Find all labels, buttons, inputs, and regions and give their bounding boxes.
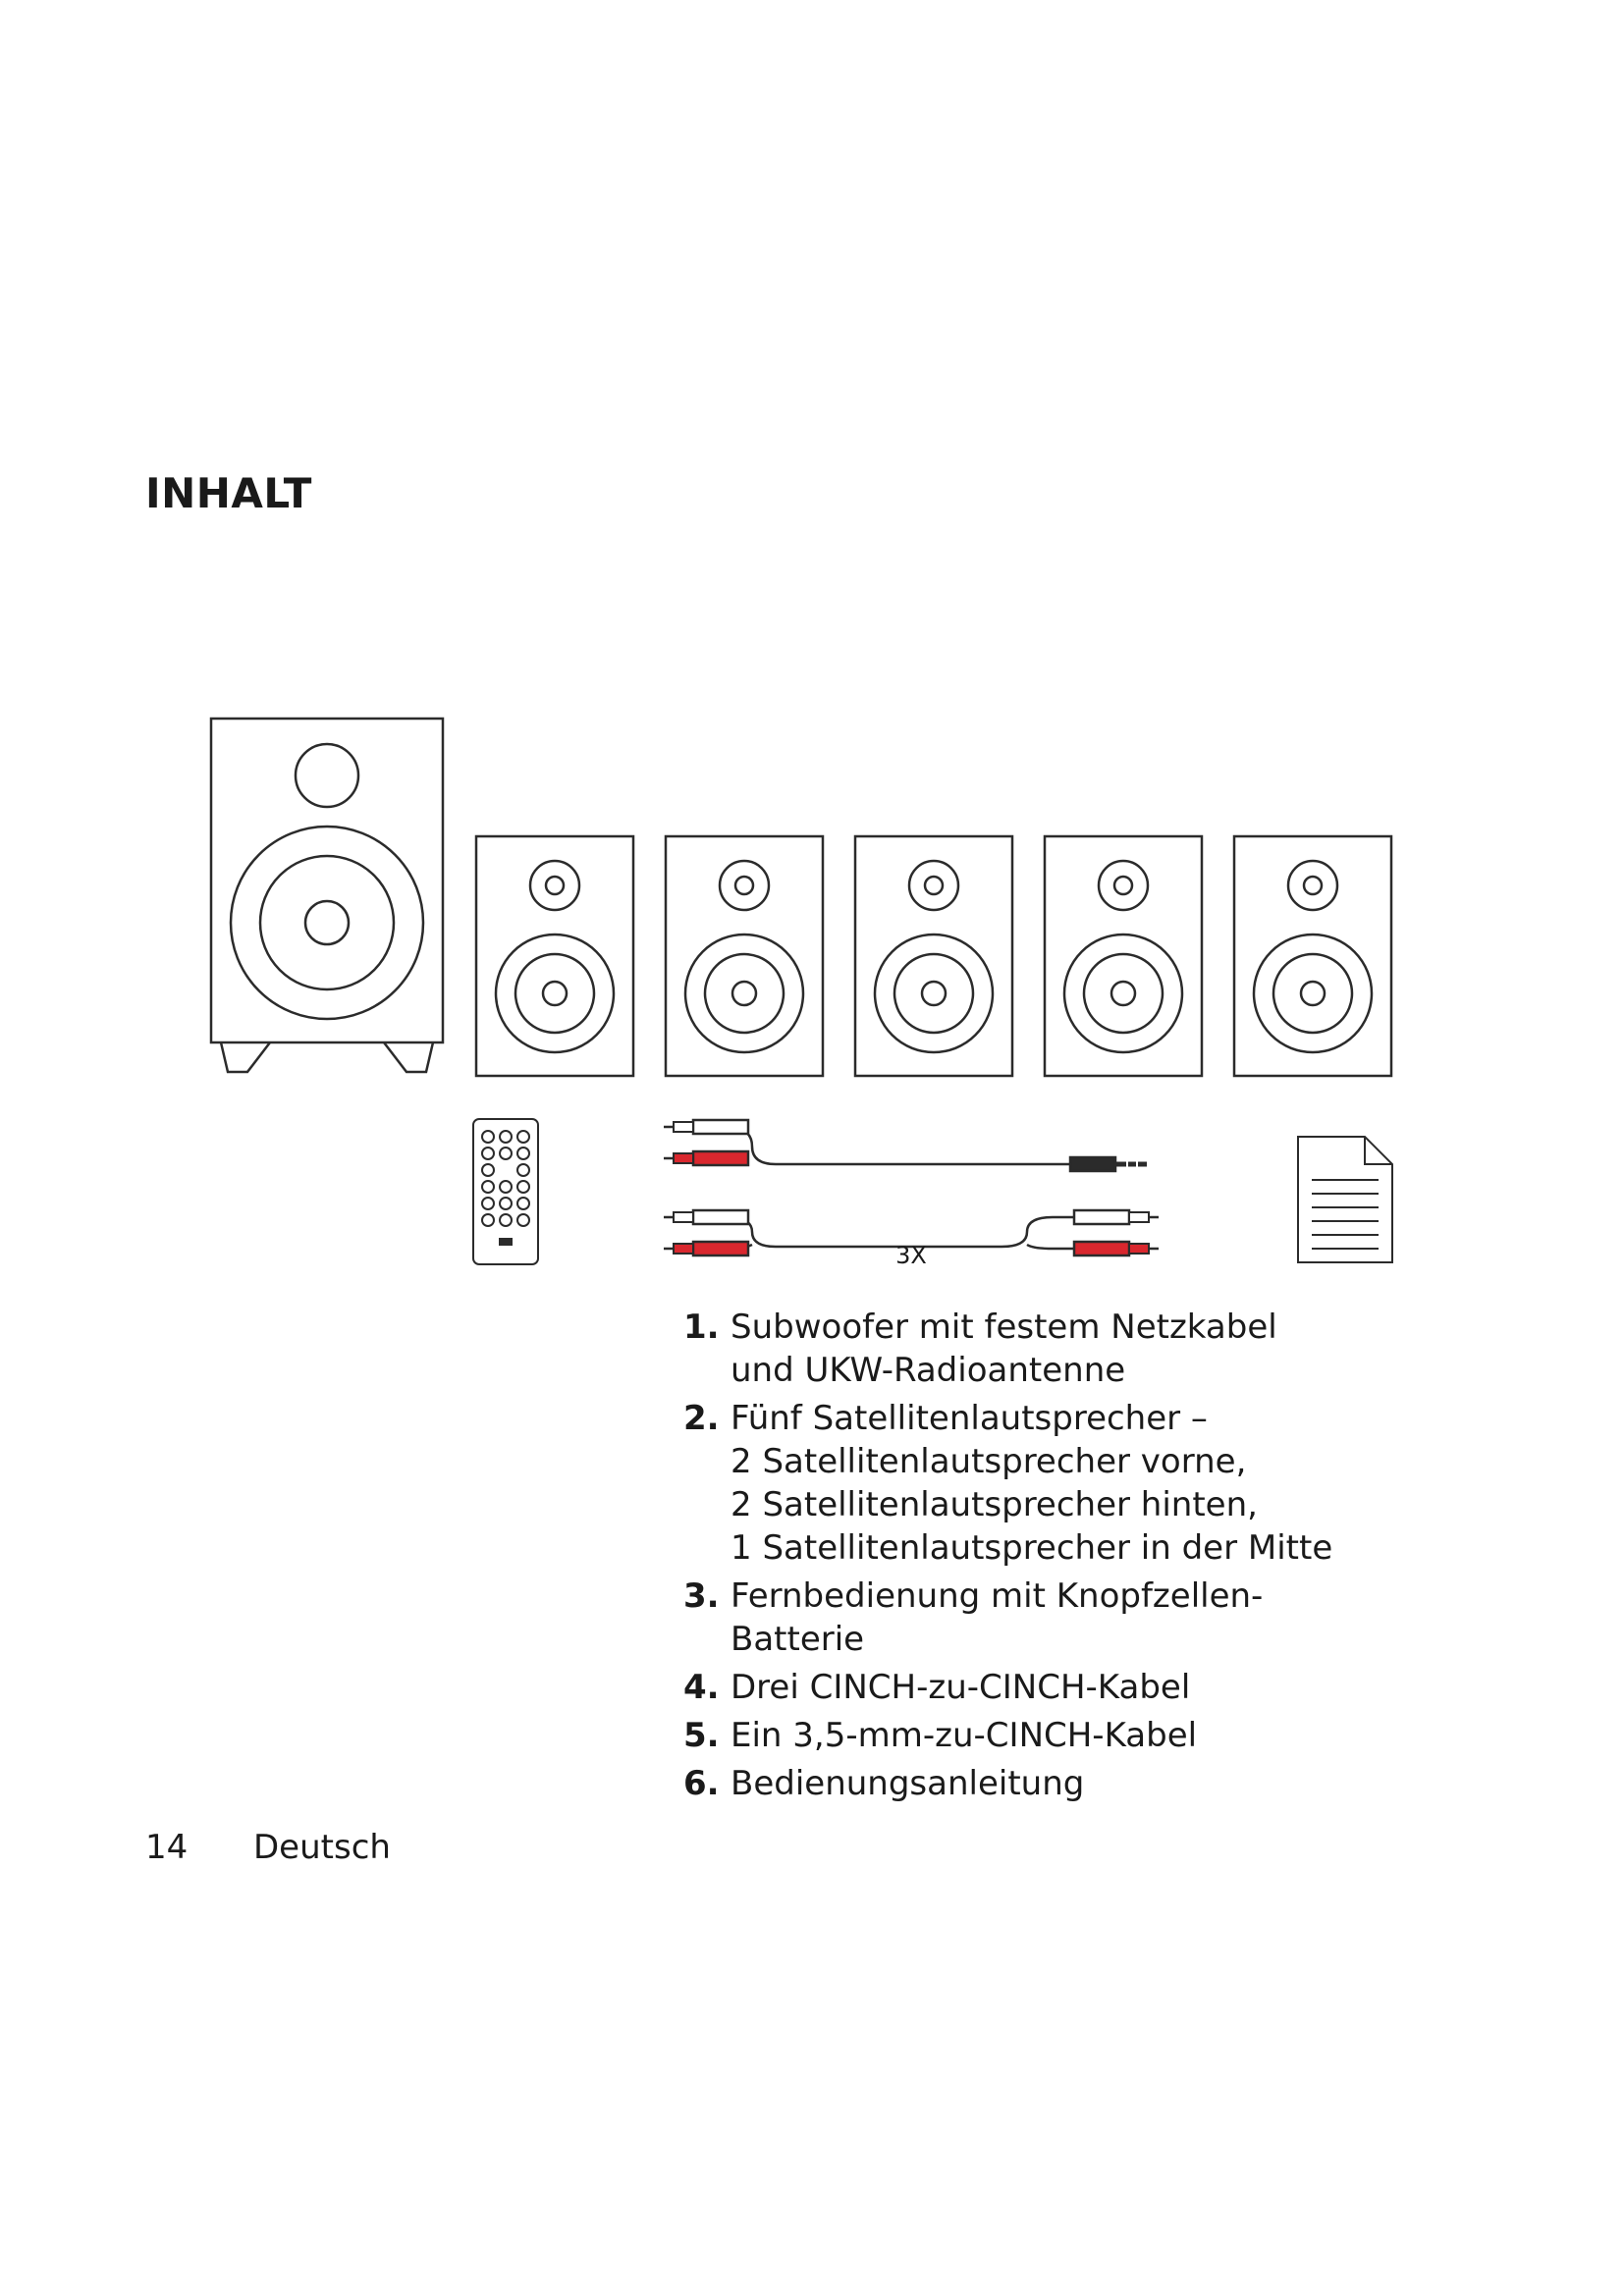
item-text: Ein 3,5-mm-zu-CINCH-Kabel [731,1716,1198,1755]
list-item [683,1666,1332,1709]
satellite-speaker-icon [666,836,823,1076]
cable-quantity-label: 3X [895,1242,927,1269]
item-text: Fernbedienung mit Knopfzellen- Batterie [731,1576,1264,1659]
remote-control-icon [473,1119,538,1264]
satellite-speaker-icon [1234,836,1391,1076]
list-item [683,1575,1332,1661]
satellite-speaker-icon [476,836,633,1076]
footer-language: Deutsch [253,1828,391,1867]
page-footer [145,1828,391,1867]
item-number: 6. [683,1764,720,1803]
manual-document-icon [1298,1137,1392,1262]
package-contents-illustration [196,707,1414,1276]
list-item [683,1397,1332,1570]
list-item [683,1714,1332,1757]
list-item [683,1306,1332,1392]
item-number: 1. [683,1308,720,1347]
section-heading: INHALT [145,469,312,517]
rca-to-3.5mm-cable-icon [664,1120,1147,1171]
satellite-speaker-icon [855,836,1012,1076]
item-text: Drei CINCH-zu-CINCH-Kabel [731,1668,1191,1707]
item-number: 2. [683,1399,720,1438]
item-number: 3. [683,1576,720,1616]
parts-list [683,1306,1332,1810]
rca-to-rca-cable-icon [664,1210,1159,1269]
list-item [683,1762,1332,1805]
item-text: Fünf Satellitenlautsprecher – 2 Satellitenlautsprecher vorne, 2 Satellitenlautsprecher hinten, 1 Satellitenlautsprecher in der Mitte [731,1399,1333,1568]
satellite-speaker-icon [1045,836,1202,1076]
item-number: 5. [683,1716,720,1755]
page-number: 14 [145,1828,189,1867]
item-text: Bedienungsanleitung [731,1764,1085,1803]
item-number: 4. [683,1668,720,1707]
item-text: Subwoofer mit festem Netzkabel und UKW-Radioantenne [731,1308,1277,1390]
subwoofer-icon [211,719,443,1072]
